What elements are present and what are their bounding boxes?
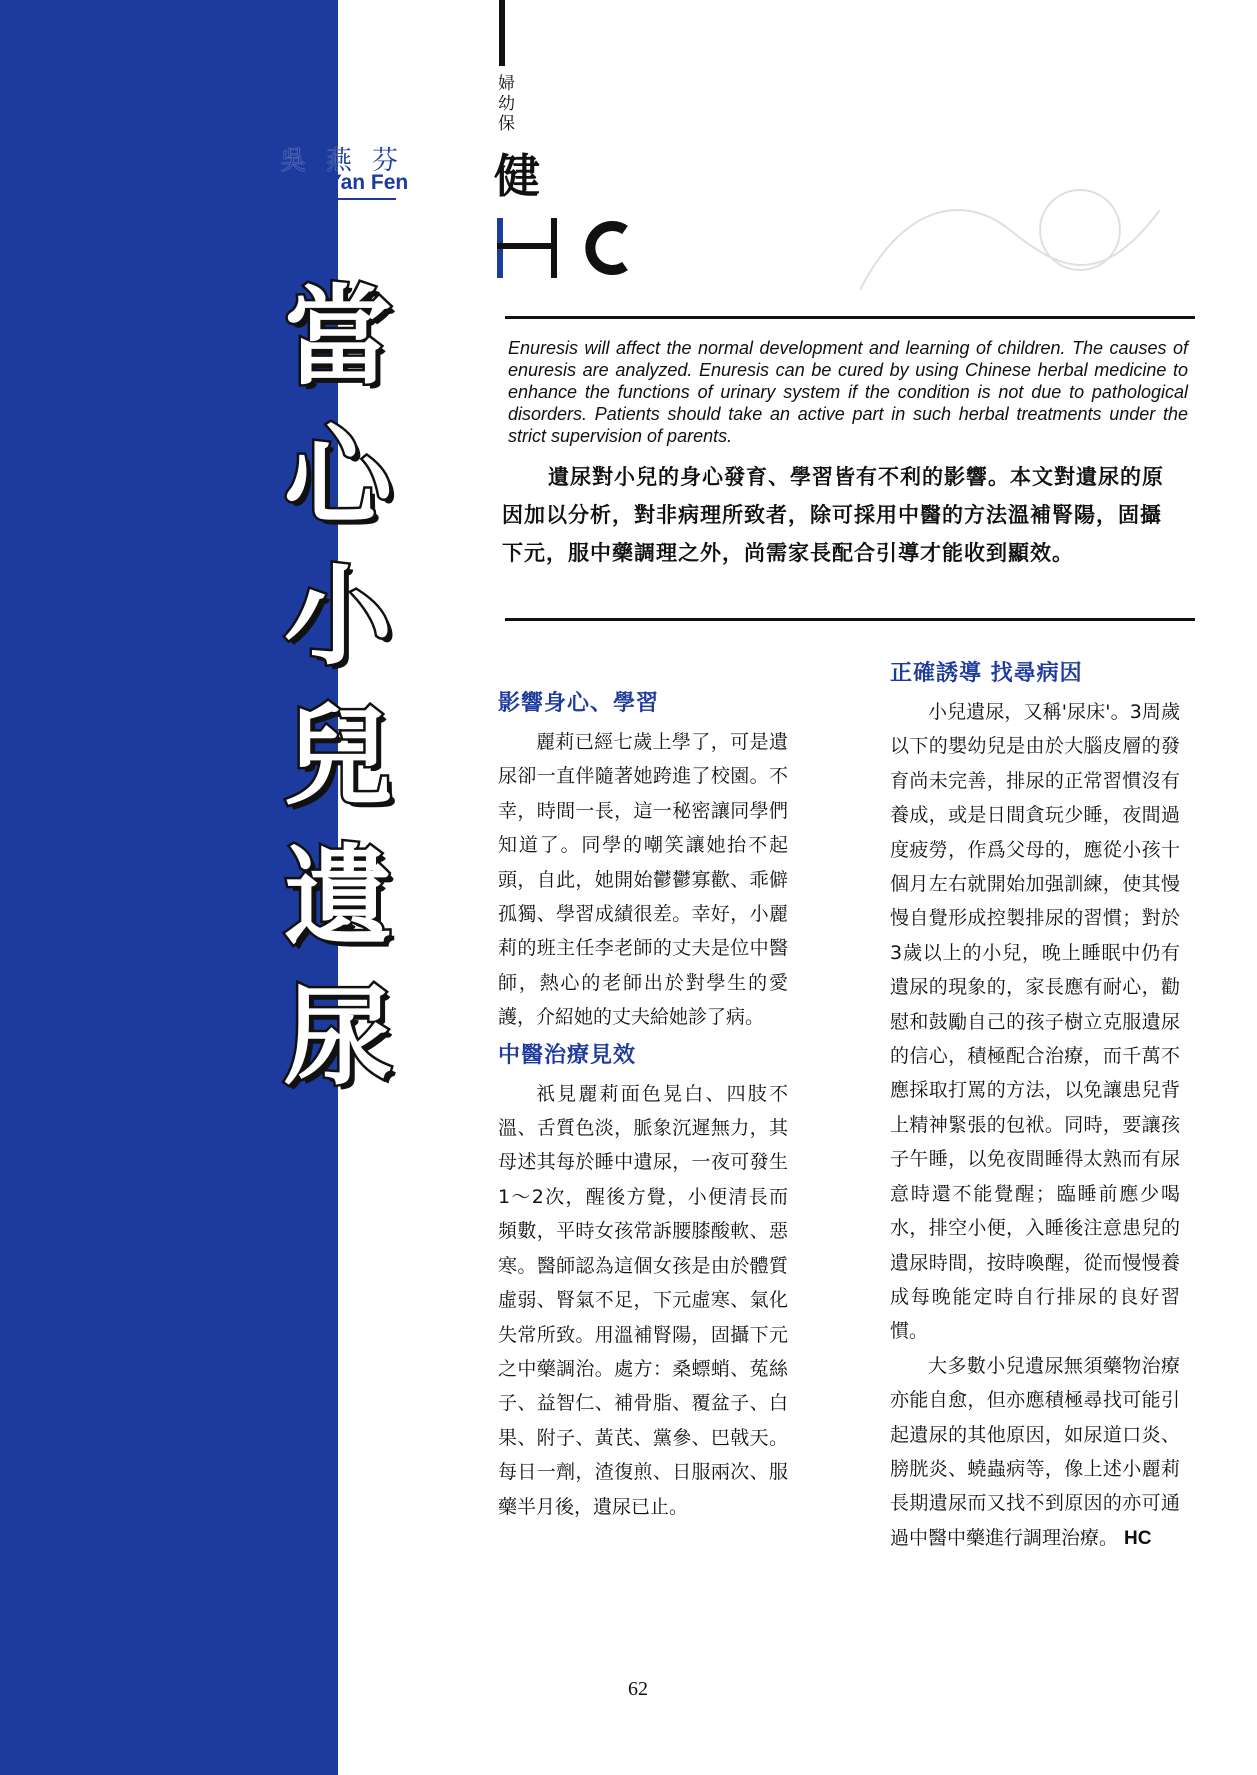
author-name-chinese: 吳燕芬 <box>280 146 419 176</box>
title-char: 尿 <box>283 975 392 1100</box>
paragraph <box>890 1349 1180 1556</box>
section-label: 婦幼保 <box>498 74 515 134</box>
heading-impact: 影響身心、學習 <box>498 691 660 716</box>
heading-guidance: 正確誘導 找尋病因 <box>890 661 1083 686</box>
title-char: 心 <box>283 415 392 540</box>
title-char: 當 <box>283 275 392 400</box>
author-underline <box>288 198 396 200</box>
abstract-chinese: 遺尿對小兒的身心發育、學習皆有不利的影響。本文對遺尿的原因加以分析，對非病理所致者，除可採用中醫的方法溫補腎陽，固攝下元，服中藥調理之外，尚需家長配合引導才能收到顯效。 <box>502 465 1164 565</box>
section-marker-bar <box>499 0 505 66</box>
paragraph: 麗莉已經七歲上學了，可是遺尿卻一直伴隨著她跨進了校園。不幸，時間一長，這一秘密讓同學們知道了。同學的嘲笑讓她抬不起頭，自此，她開始鬱鬱寡歡、乖僻孤獨、學習成績很差。幸好，小麗莉的班主任李老師的丈夫是位中醫師，熱心的老師出於對學生的愛護，介紹她的丈夫給她診了病。 <box>498 731 788 1029</box>
bottom-rule <box>505 618 1195 621</box>
page-number: 62 <box>628 1678 648 1700</box>
paragraph: 小兒遺尿，又稱'尿床'。3周歲以下的嬰幼兒是由於大腦皮層的發育尚未完善，排尿的正常習慣沒有養成，或是日間貪玩少睡，夜間過度疲勞，作爲父母的，應從小孩十個月左右就開始加强訓練，使其慢慢自覺形成控製排尿的習慣；對於3歲以上的小兒，晚上睡眠中仍有遺尿的現象的，家長應有耐心，勸慰和鼓勵自己的孩子樹立克服遺尿的信心，積極配合治療，而千萬不應採取打罵的方法，以免讓患兒背上精神緊張的包袱。同時，要讓孩子午睡，以免夜間睡得太熟而有尿意時還不能覺醒；臨睡前應少喝水，排空小便，入睡後注意患兒的遺尿時間，按時喚醒，從而慢慢養成每晚能定時自行排尿的良好習慣。 <box>890 701 1180 1343</box>
section-label-large: 健 <box>494 149 540 203</box>
title-char: 兒 <box>283 695 392 820</box>
title-char: 遺 <box>283 835 392 960</box>
article-title <box>268 268 408 1108</box>
paragraph: 祇見麗莉面色晃白、四肢不溫、舌質色淡，脈象沉遲無力，其母述其每於睡中遺尿，一夜可發生1～2次，醒後方覺，小便清長而頻數，平時女孩常訴腰膝酸軟、惡寒。醫師認為這個女孩是由於體質虛弱、腎氣不足，下元虛寒、氣化失常所致。用溫補腎陽，固攝下元之中藥調治。處方：桑螵蛸、菟絲子、益智仁、補骨脂、覆盆子、白果、附子、黃芪、黨參、巴戟天。每日一劑，渣復煎、日服兩次、服藥半月後，遺尿已止。 <box>498 1082 788 1518</box>
right-column <box>890 653 1180 1556</box>
author-name-english: Wu Yan Fen <box>290 171 409 194</box>
heading-treatment: 中醫治療見效 <box>498 1042 637 1068</box>
left-column <box>498 683 788 1524</box>
hc-logo-icon <box>497 218 631 278</box>
paragraph-text: 大多數小兒遺尿無須藥物治療亦能自愈，但亦應積極尋找可能引起遺尿的其他原因，如尿道口炎、膀胱炎、蟯蟲病等，像上述小麗莉長期遺尿而又找不到原因的亦可通過中醫中藥進行調理治療。 <box>890 1354 1180 1549</box>
title-char: 小 <box>283 555 392 680</box>
top-rule <box>505 316 1195 319</box>
end-mark: HC <box>1124 1527 1152 1549</box>
faint-background-illustration <box>840 170 1180 310</box>
abstract-english: Enuresis will affect the normal development and learning of children. The causes of enuresis are analyzed. Enuresis can be cured by using Chinese herbal medicine to enhance the functions of urinary system if the condition is not due to pathological disorders. Patients should take an active part in such herbal treatments under the strict supervision of parents. <box>508 338 1188 446</box>
